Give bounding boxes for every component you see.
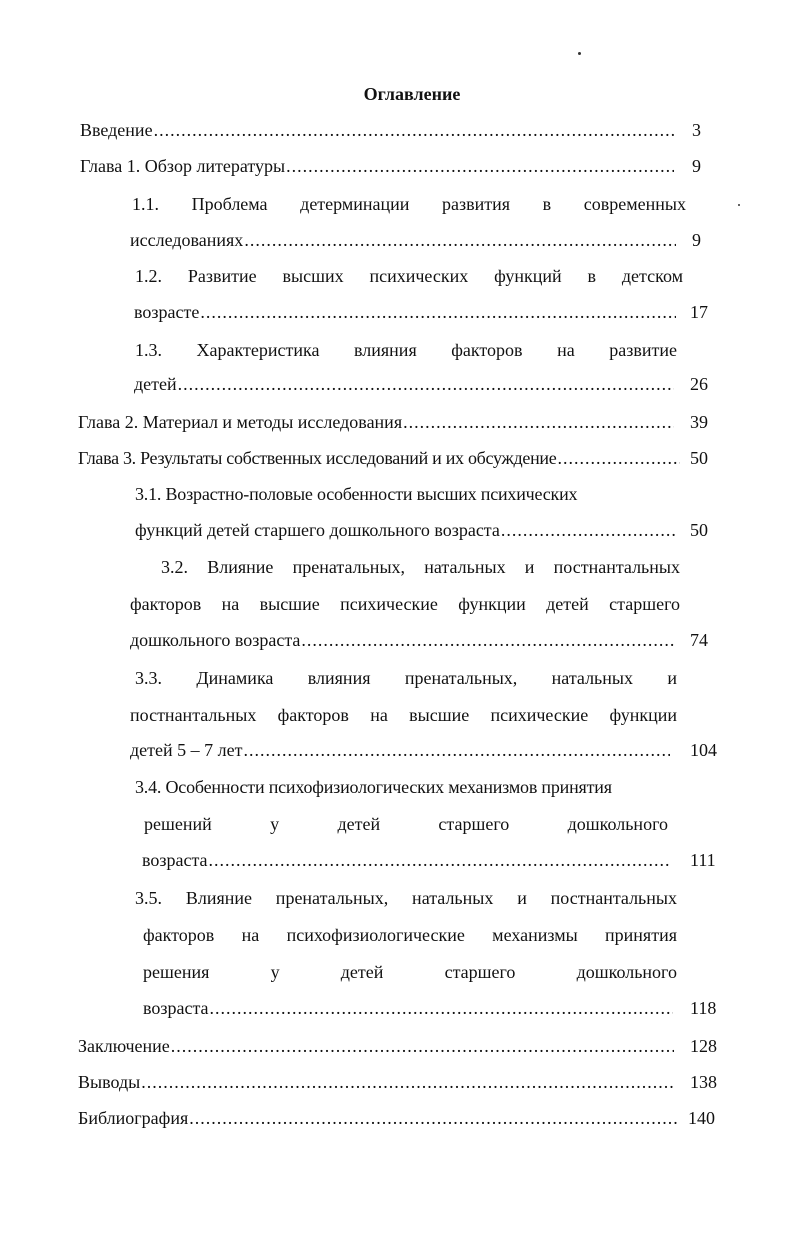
dot-leader [301, 628, 675, 652]
toc-entry-text: Глава 1. Обзор литературы [80, 156, 286, 176]
toc-entry-1-1-line-1: 1.1. Проблема детерминации развития в современных [132, 194, 686, 214]
toc-page-number: 9 [692, 230, 701, 250]
toc-entry-text: возраста [143, 998, 209, 1018]
toc-entry-text: Введение [80, 120, 153, 140]
toc-page-number: 104 [690, 740, 717, 760]
toc-entry-bibliography [78, 1106, 678, 1130]
dot-leader [200, 300, 676, 324]
toc-entry-1-1-line-2 [130, 228, 676, 252]
toc-entry-text: возрасте [134, 302, 200, 322]
toc-page-number: 39 [690, 412, 708, 432]
toc-entry-text: детей [134, 374, 177, 394]
toc-entry-text: функций детей старшего дошкольного возраста [135, 520, 500, 540]
toc-entry-text: исследованиях [130, 230, 244, 250]
toc-entry-text: дошкольного возраста [130, 630, 301, 650]
toc-entry-3-4-line-2: решений у детей старшего дошкольного [144, 814, 668, 834]
toc-entry-text: Библиография [78, 1108, 189, 1128]
toc-entry-3-5-line-2: факторов на психофизиологические механизмы принятия [143, 925, 677, 945]
dot-leader [286, 154, 674, 178]
dot-leader [141, 1070, 674, 1094]
dot-leader [189, 1106, 678, 1130]
toc-entry-chapter-3 [78, 446, 680, 470]
toc-entry-text: Глава 3. Результаты собственных исследований и их обсуждение [78, 448, 557, 468]
toc-entry-3-5-line-1: 3.5. Влияние пренатальных, натальных и постнантальных [135, 888, 677, 908]
toc-entry-intro [80, 118, 676, 142]
toc-entry-chapter-1 [80, 154, 674, 178]
dot-leader [210, 996, 673, 1020]
dot-leader [178, 372, 674, 396]
toc-page-number: 128 [690, 1036, 717, 1056]
toc-entry-text: Глава 2. Материал и методы исследования [78, 412, 403, 432]
toc-entry-3-3-line-2: постнантальных факторов на высшие психические функции [130, 705, 677, 725]
dot-leader [243, 738, 670, 762]
toc-entry-text: Выводы [78, 1072, 141, 1092]
dot-leader [171, 1034, 674, 1058]
toc-entry-1-3-line-2 [134, 372, 674, 396]
toc-page-number: 26 [690, 374, 708, 394]
toc-entry-text: возраста [142, 850, 208, 870]
toc-entry-1-2-line-1: 1.2. Развитие высших психических функций в детском [135, 266, 683, 286]
scan-speck [578, 52, 581, 55]
toc-page-number: 17 [690, 302, 708, 322]
toc-entry-text: Заключение [78, 1036, 170, 1056]
toc-page-number: 140 [688, 1108, 715, 1128]
toc-entry-3-1-line-1: 3.1. Возрастно-половые особенности высших психических [135, 484, 578, 504]
toc-entry-1-3-line-1: 1.3. Характеристика влияния факторов на развитие [135, 340, 677, 360]
dot-leader [557, 446, 680, 470]
dot-leader [501, 518, 675, 542]
toc-entry-3-3-line-3 [130, 738, 670, 762]
toc-page-number: 3 [692, 120, 701, 140]
toc-entry-3-5-line-3: решения у детей старшего дошкольного [143, 962, 677, 982]
toc-entry-3-2-line-2: факторов на высшие психические функции детей старшего [130, 594, 680, 614]
toc-page-number: 50 [690, 520, 708, 540]
dot-leader [403, 410, 674, 434]
toc-page-number: 118 [690, 998, 717, 1018]
dot-leader [244, 228, 676, 252]
toc-entry-3-2-line-1: 3.2. Влияние пренатальных, натальных и постнантальных [161, 557, 680, 577]
toc-title: Оглавление [363, 84, 461, 104]
toc-entry-3-4-line-1: 3.4. Особенности психофизиологических механизмов принятия [135, 777, 612, 797]
toc-page-number: 74 [690, 630, 708, 650]
dot-leader [209, 848, 670, 872]
toc-page-number: 50 [690, 448, 708, 468]
toc-page-number: 9 [692, 156, 701, 176]
scan-speck [738, 204, 740, 206]
toc-entry-3-2-line-3 [130, 628, 675, 652]
toc-entry-3-3-line-1: 3.3. Динамика влияния пренатальных, натальных и [135, 668, 677, 688]
toc-entry-3-5-line-4 [143, 996, 673, 1020]
toc-entry-text: детей 5 – 7 лет [130, 740, 243, 760]
toc-page-number: 111 [690, 850, 716, 870]
toc-entry-conclusion [78, 1034, 674, 1058]
toc-entry-1-2-line-2 [134, 300, 676, 324]
toc-entry-3-1-line-2 [135, 518, 675, 542]
toc-entry-3-4-line-3 [142, 848, 670, 872]
toc-entry-findings [78, 1070, 674, 1094]
toc-page-number: 138 [690, 1072, 717, 1092]
dot-leader [154, 118, 676, 142]
toc-entry-chapter-2 [78, 410, 674, 434]
